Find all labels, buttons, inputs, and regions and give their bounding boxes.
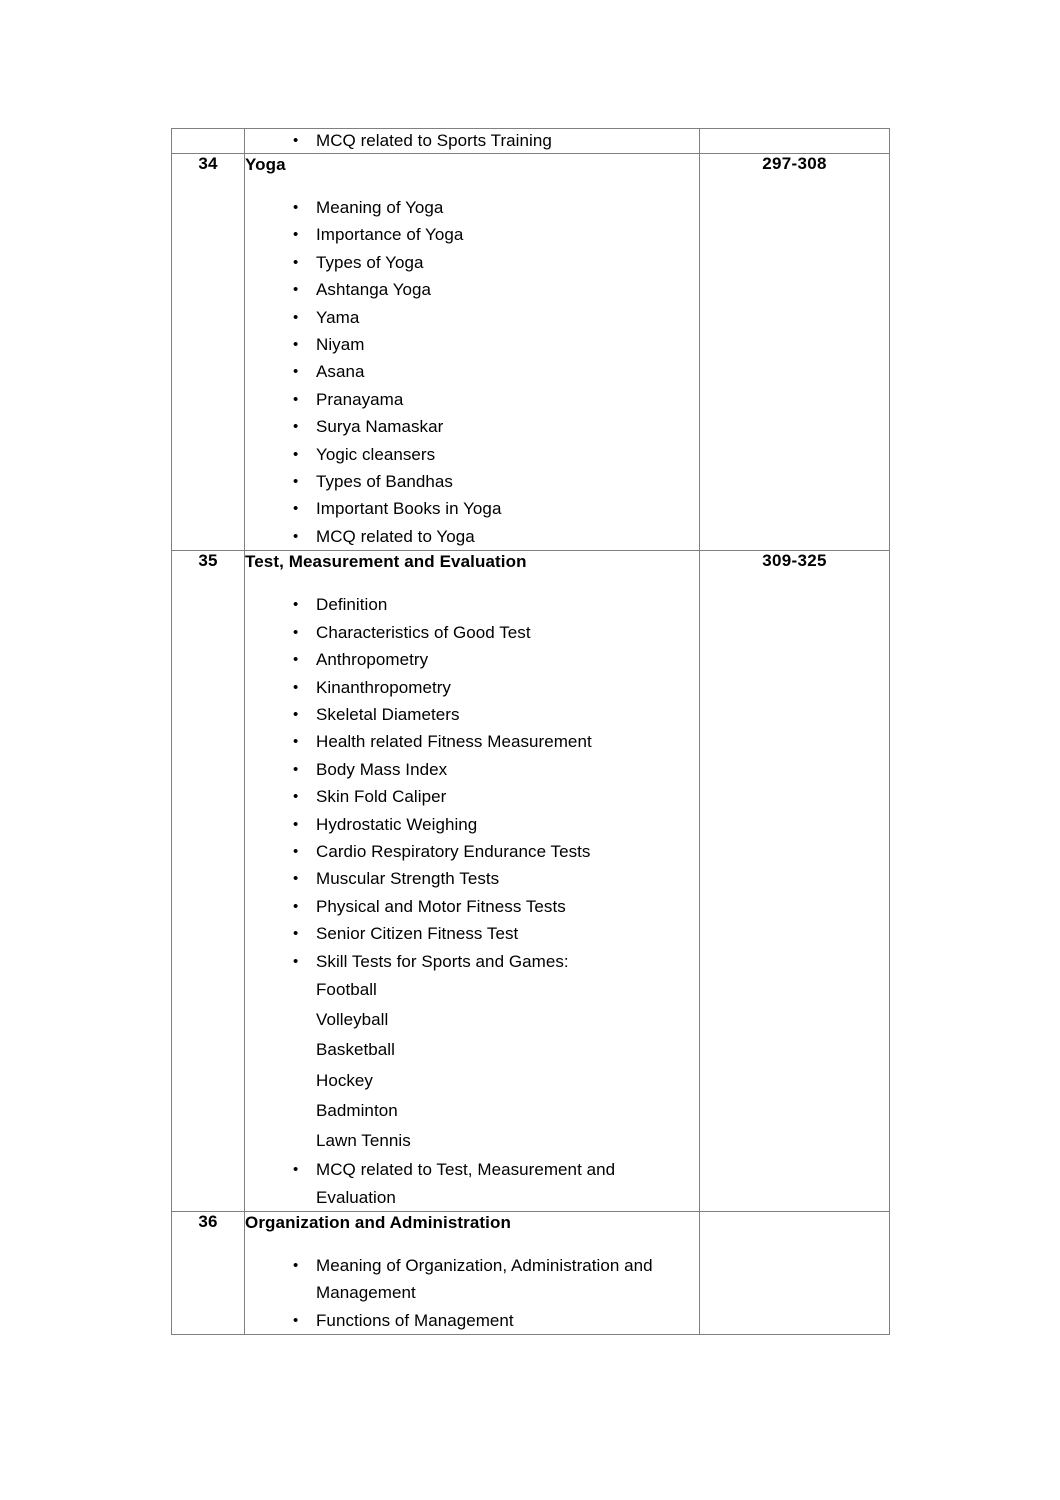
page-range-cell: 309-325 xyxy=(700,551,890,1212)
bullet-list-item: • Niyam xyxy=(245,331,699,358)
topic-cell xyxy=(245,129,700,154)
row-number-cell: 36 xyxy=(172,1212,245,1335)
bullet-list-item: • Functions of Management xyxy=(245,1307,699,1334)
bullet-list-item: • Yogic cleansers xyxy=(245,441,699,468)
sub-list-item: Lawn Tennis xyxy=(316,1130,411,1150)
topic-bullet-list xyxy=(245,194,699,550)
sub-list-item: Football xyxy=(316,979,377,999)
topic-bullet-list xyxy=(245,1252,699,1334)
table-row xyxy=(172,154,890,551)
sub-list-item: Basketball xyxy=(316,1040,395,1060)
row-number-cell xyxy=(172,129,245,154)
bullet-list-item: • Hydrostatic Weighing xyxy=(245,811,699,838)
topic-bullet-list xyxy=(245,129,699,153)
bullet-list-item: • MCQ related to Sports Training xyxy=(245,129,699,153)
bullet-list-item: • Types of Yoga xyxy=(245,249,699,276)
sub-list-item: Volleyball xyxy=(316,1010,389,1030)
bullet-list-item: • Skin Fold Caliper xyxy=(245,783,699,810)
bullet-list-item: • Important Books in Yoga xyxy=(245,495,699,522)
bullet-list-item: • Cardio Respiratory Endurance Tests xyxy=(245,838,699,865)
table-row xyxy=(172,129,890,154)
bullet-list-item: • Characteristics of Good Test xyxy=(245,619,699,646)
bullet-list-item: • Importance of Yoga xyxy=(245,221,699,248)
topic-cell xyxy=(245,1212,700,1335)
bullet-list-item: • Meaning of Yoga xyxy=(245,194,699,221)
bullet-list-item: • Skeletal Diameters xyxy=(245,701,699,728)
bullet-list-item: • Kinanthropometry xyxy=(245,674,699,701)
bullet-list-item: • Physical and Motor Fitness Tests xyxy=(245,893,699,920)
syllabus-table xyxy=(171,128,890,1335)
page-range-cell: 297-308 xyxy=(700,154,890,551)
bullet-list-item: • Senior Citizen Fitness Test xyxy=(245,920,699,947)
bullet-list-item: • Pranayama xyxy=(245,386,699,413)
bullet-list-item: • Surya Namaskar xyxy=(245,413,699,440)
bullet-list-item: • Anthropometry xyxy=(245,646,699,673)
page-range-cell xyxy=(700,1212,890,1335)
topic-heading: Yoga xyxy=(245,155,286,174)
bullet-list-item: • Muscular Strength Tests xyxy=(245,865,699,892)
page-range-cell xyxy=(700,129,890,154)
topic-cell xyxy=(245,154,700,551)
row-number-cell: 35 xyxy=(172,551,245,1212)
bullet-list-item: • Body Mass Index xyxy=(245,756,699,783)
table-row xyxy=(172,1212,890,1335)
syllabus-table-body xyxy=(172,129,890,1335)
bullet-list-item: • MCQ related to Test, Measurement and Evaluation xyxy=(245,1156,699,1211)
bullet-list-item: • Asana xyxy=(245,358,699,385)
bullet-list-item: • Meaning of Organization, Administration and Management xyxy=(245,1252,699,1307)
bullet-list-item: • Health related Fitness Measurement xyxy=(245,728,699,755)
topic-heading: Test, Measurement and Evaluation xyxy=(245,552,527,572)
topic-cell xyxy=(245,551,700,1212)
bullet-list-item: • Types of Bandhas xyxy=(245,468,699,495)
bullet-list-item: • Ashtanga Yoga xyxy=(245,276,699,303)
row-number-cell: 34 xyxy=(172,154,245,551)
topic-bullet-list xyxy=(245,591,699,1211)
bullet-list-item: • Yama xyxy=(245,304,699,331)
bullet-list-item: • Definition xyxy=(245,591,699,618)
bullet-list-item: • Skill Tests for Sports and Games: xyxy=(245,948,699,975)
sub-list-item: Badminton xyxy=(316,1100,398,1120)
sub-list-item: Hockey xyxy=(316,1070,373,1090)
bullet-list-item: • MCQ related to Yoga xyxy=(245,523,699,550)
topic-heading: Organization and Administration xyxy=(245,1213,511,1232)
table-row xyxy=(172,551,890,1212)
